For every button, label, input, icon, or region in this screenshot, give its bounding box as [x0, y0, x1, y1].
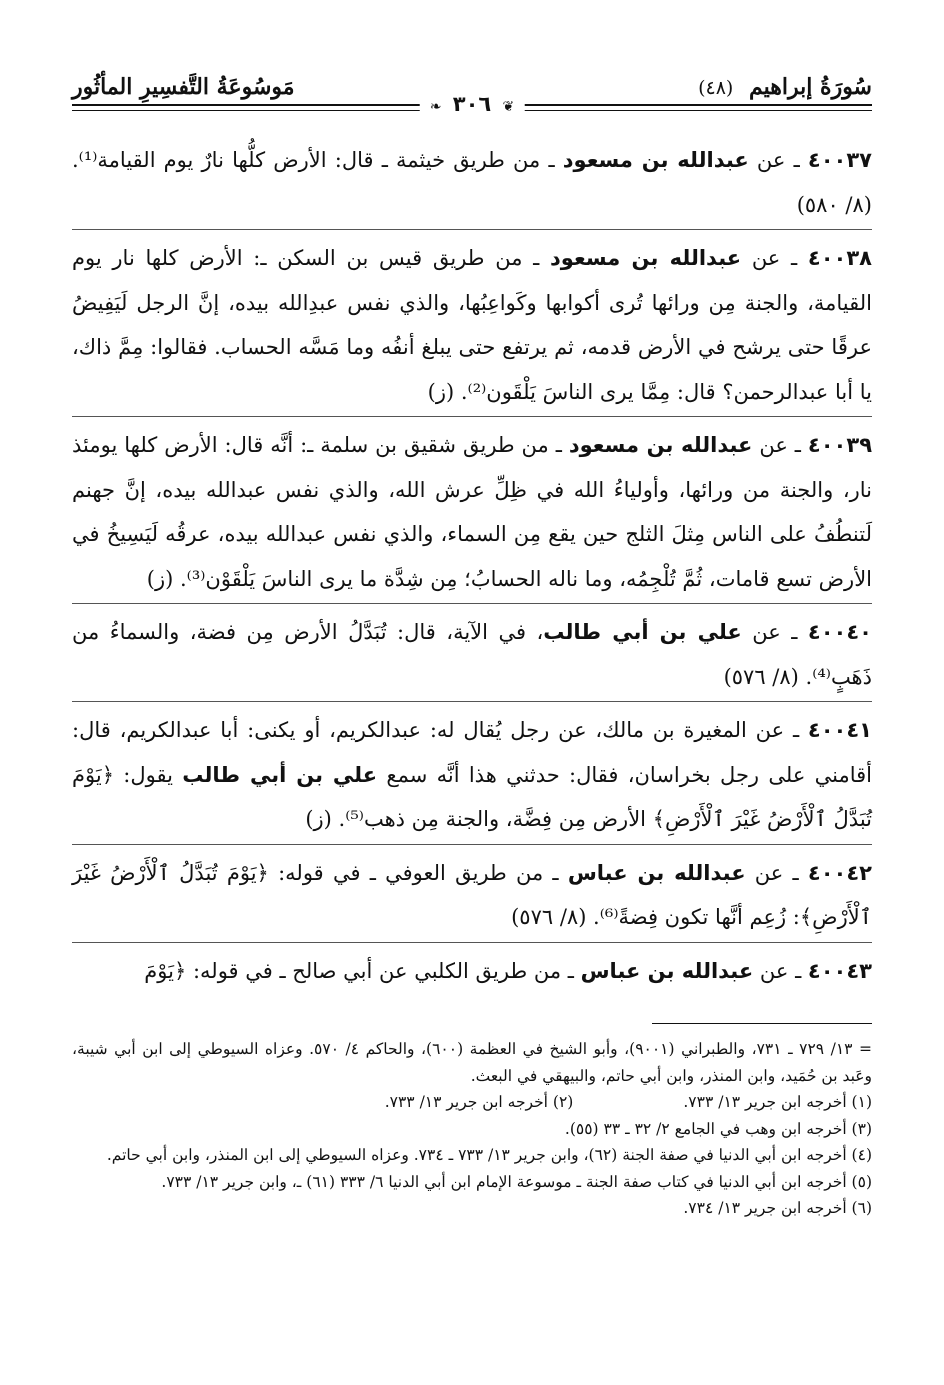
footnote-continued: = ١٣/ ٧٢٩ ـ ٧٣١، والطبراني (٩٠٠١)، وأبو الشيخ في العظمة (٦٠٠)، والحاكم ٤/ ٥٧٠. وعزاه السيوطي إلى ابن أبي شيبة، وعَبد بن حُمَيد، وابن المنذر، وابن أبي حاتم، والبيهقي في البعث.: [72, 1040, 872, 1085]
surah-header: [698, 74, 872, 100]
footnote-6: (٦) أخرجه ابن جرير ١٣/ ٧٣٤.: [683, 1199, 872, 1217]
ornament-icon: ❧: [429, 99, 442, 115]
ornament-icon: ❦: [502, 99, 515, 115]
footnote-row: [72, 1089, 872, 1116]
narrator-name: عبدالله بن عباس: [580, 958, 754, 983]
entry-text: ـ من طريق شقيق بن سلمة ـ: أنَّه قال: الأرض كلها يومئذ نار، والجنة من ورائها، وأولياءُ الله في ظِلِّ عرش الله، والذي نفس عبدالله بيده، إنَّ جهنم لَتنطُفُ على الناس مِثلَ الثلج حين يقع مِن السماء، والذي نفس عبدالله بيده، عرقُه لَيَسِيخُ في الأرض تسع قامات، ثُمَّ تُلْجِمُه، وما ناله الحسابُ؛ مِن شِدَّة ما يرى الناسَ يَلْقَوْن⁽³⁾. (ز): [72, 433, 872, 591]
entry-number: ٤٠٠٤٣: [807, 958, 872, 983]
entry-number: ٤٠٠٣٨: [807, 246, 872, 270]
footnote-3: (٣) أخرجه ابن وهب في الجامع ٢/ ٣٢ ـ ٣٣ (٥٥).: [564, 1119, 872, 1138]
narrator-name: عبدالله بن مسعود: [550, 246, 742, 270]
narrator-name: عبدالله بن مسعود: [562, 148, 749, 172]
hadith-entry: [72, 138, 872, 230]
entry-text: ـ من طريق قيس بن السكن ـ: الأرض كلها نار يوم القيامة، والجنة مِن ورائها تُرى أكوابها وكَواعِبُها، والذي نفس عبدِالله بيده، إنَّ الرجل لَيَفِيضُ عرقًا حتى يرشح في الأرض قدمه، ثم يرتفع حتى يبلغ أنفُه وما مَسَّه الحساب. فقالوا: مِمَّ ذاك، يا أبا عبدالرحمن؟ قال: مِمَّا يرى الناسَ يَلْقَون⁽²⁾. (ز): [72, 246, 872, 404]
hadith-entry: [72, 708, 872, 845]
footnote-separator: [652, 1023, 872, 1024]
narrator-name: علي بن أبي طالب: [543, 620, 742, 644]
footnote-5: (٥) أخرجه ابن أبي الدنيا في كتاب صفة الجنة ـ موسوعة الإمام ابن أبي الدنيا ٦/ ٣٣٣ (٦١) ـ، وابن جرير ١٣/ ٧٣٣.: [161, 1172, 872, 1191]
entry-text: ـ من طريق العوفي ـ في قوله: ﴿يَوْمَ تُبَدَّلُ ٱلْأَرْضُ غَيْرَ ٱلْأَرْضِ﴾: زُعِم أنَّها تكون فِضةً⁽⁶⁾. (٨/ ٥٧٦): [72, 860, 872, 929]
footnote-1: (١) أخرجه ابن جرير ١٣/ ٧٣٣.: [683, 1093, 872, 1111]
hadith-entry: [72, 423, 872, 604]
entry-prefix: ـ عن: [745, 860, 808, 885]
entry-prefix: ـ عن: [752, 433, 808, 457]
entry-prefix: ـ عن: [748, 148, 808, 172]
narrator-name: عبدالله بن مسعود: [568, 433, 753, 457]
book-title: مَوسُوعَةُ التَّفسِيرِ المأثُور: [72, 74, 295, 100]
footnotes: [72, 1036, 872, 1222]
entry-number: ٤٠٠٣٩: [807, 433, 873, 457]
page-number: ٣٠٦: [452, 92, 492, 116]
entry-number: ٤٠٠٣٧: [807, 148, 872, 172]
surah-number: (٤٨): [698, 77, 734, 99]
entry-text: ، في الآية، قال: تُبَدَّلُ الأرض مِن فضة، والسماءُ من ذَهَبٍ⁽⁴⁾. (٨/ ٥٧٦): [72, 620, 872, 689]
entry-text: ـ من طريق الكلبي عن أبي صالح ـ في قوله: ﴿يَوْمَ: [144, 958, 581, 983]
hadith-entry: [72, 949, 872, 997]
footnote-2: (٢) أخرجه ابن جرير ١٣/ ٧٣٣.: [384, 1093, 574, 1111]
entry-prefix: ـ عن: [741, 620, 808, 644]
entry-prefix: ـ عن المغيرة بن مالك، عن رجل يُقال له: عبدالكريم، أو يكنى: أبا عبدالكريم، قال: أقامني على رجل بخراسان، فقال: حدثني هذا أنَّه سمع: [72, 718, 873, 787]
surah-title: سُورَةُ إبراهيم: [749, 74, 872, 100]
entry-text: ـ من طريق خيثمة ـ قال: الأرض كلُّها نارٌ يوم القيامة⁽¹⁾. (٨/ ٥٨٠): [72, 148, 872, 217]
entry-text: يقول: ﴿يَوْمَ تُبَدَّلُ ٱلْأَرْضُ غَيْرَ ٱلْأَرْضِ﴾ الأرض مِن فِضَّة، والجنة مِن ذهب⁽⁵⁾. (ز): [72, 762, 872, 831]
entry-number: ٤٠٠٤٠: [807, 620, 872, 644]
hadith-entry: [72, 236, 872, 417]
hadith-entry: [72, 851, 872, 943]
hadith-entry: [72, 610, 872, 702]
narrator-name: علي بن أبي طالب: [182, 762, 378, 787]
narrator-name: عبدالله بن عباس: [567, 860, 746, 885]
footnote-4: (٤) أخرجه ابن أبي الدنيا في صفة الجنة (٦٢)، وابن جرير ١٣/ ٧٣٣ ـ ٧٣٤. وعزاه السيوطي إلى ابن المنذر، وابن أبي حاتم.: [106, 1146, 872, 1164]
entry-prefix: ـ عن: [753, 958, 808, 983]
entry-number: ٤٠٠٤١: [807, 718, 872, 742]
entry-number: ٤٠٠٤٢: [807, 860, 872, 885]
entry-prefix: ـ عن: [741, 246, 808, 270]
page-number-box: [420, 92, 525, 116]
main-text: [72, 138, 872, 1002]
